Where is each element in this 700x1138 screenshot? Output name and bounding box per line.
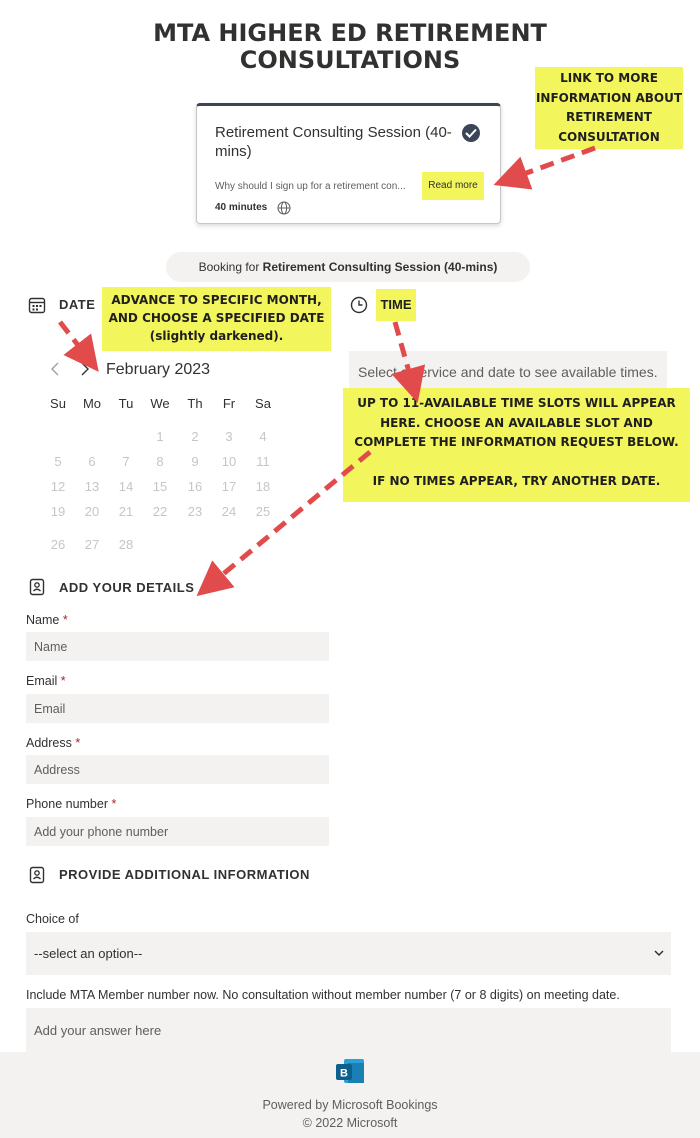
copyright-text: © 2022 Microsoft bbox=[302, 1116, 398, 1130]
calendar-day[interactable]: 26 bbox=[50, 537, 66, 552]
calendar-day[interactable]: 11 bbox=[256, 454, 270, 469]
calendar-day[interactable]: 2 bbox=[191, 429, 199, 444]
date-callout: ADVANCE TO SPECIFIC MONTH, AND CHOOSE A SPECIFIED DATE (slightly darkened). bbox=[102, 287, 331, 351]
address-field[interactable] bbox=[26, 755, 329, 784]
read-more-link[interactable]: Read more bbox=[422, 172, 484, 200]
weekday-label: Th bbox=[187, 396, 203, 411]
calendar-day[interactable]: 7 bbox=[122, 454, 130, 469]
calendar-day[interactable]: 17 bbox=[221, 479, 237, 494]
time-heading: TIME bbox=[376, 289, 416, 321]
calendar-day[interactable]: 13 bbox=[84, 479, 100, 494]
choice-select-value: --select an option-- bbox=[34, 946, 143, 961]
email-label: Email * bbox=[26, 674, 66, 688]
calendar-day[interactable]: 6 bbox=[88, 454, 96, 469]
weekday-label: Fr bbox=[222, 396, 236, 411]
additional-info-heading: PROVIDE ADDITIONAL INFORMATION bbox=[59, 867, 310, 882]
calendar-day[interactable]: 10 bbox=[221, 454, 237, 469]
footer bbox=[0, 1052, 700, 1138]
page-title-line-2: CONSULTATIONS bbox=[239, 46, 461, 74]
calendar-day[interactable]: 24 bbox=[221, 504, 237, 519]
chevron-down-icon bbox=[653, 932, 665, 975]
calendar-day[interactable]: 9 bbox=[191, 454, 199, 469]
name-field[interactable] bbox=[26, 632, 329, 661]
weekday-label: Sa bbox=[255, 396, 271, 411]
email-field[interactable] bbox=[26, 694, 329, 723]
microsoft-bookings-logo bbox=[334, 1057, 366, 1087]
calendar-day[interactable]: 25 bbox=[255, 504, 271, 519]
weekday-label: We bbox=[150, 396, 170, 411]
calendar-day[interactable]: 14 bbox=[118, 479, 134, 494]
calendar-day[interactable]: 19 bbox=[50, 504, 66, 519]
page-title bbox=[0, 20, 700, 74]
calendar-day[interactable]: 22 bbox=[152, 504, 168, 519]
contact-card-icon bbox=[28, 578, 46, 596]
calendar-day[interactable]: 15 bbox=[152, 479, 168, 494]
name-label: Name * bbox=[26, 613, 68, 627]
date-heading: DATE bbox=[59, 297, 96, 312]
calendar-day[interactable]: 28 bbox=[118, 537, 134, 552]
calendar-day[interactable]: 1 bbox=[156, 429, 164, 444]
phone-label: Phone number * bbox=[26, 797, 117, 811]
member-number-field[interactable] bbox=[26, 1008, 671, 1052]
service-card[interactable] bbox=[196, 103, 501, 224]
service-name: Retirement Consulting Session (40-mins) bbox=[215, 124, 452, 160]
calendar-day[interactable]: 21 bbox=[118, 504, 134, 519]
booking-for-banner bbox=[166, 252, 530, 282]
choice-select[interactable] bbox=[26, 932, 671, 975]
chevron-left-icon[interactable] bbox=[50, 361, 60, 380]
service-description: Why should I sign up for a retirement con... bbox=[215, 181, 406, 192]
powered-by-text: Powered by Microsoft Bookings bbox=[262, 1098, 438, 1112]
weekday-label: Su bbox=[50, 396, 66, 411]
weekday-label: Mo bbox=[82, 396, 102, 411]
member-number-label: Include MTA Member number now. No consultation without member number (7 or 8 digits) on meeting date. bbox=[26, 988, 620, 1002]
calendar-day[interactable]: 12 bbox=[50, 479, 66, 494]
calendar-day[interactable]: 16 bbox=[187, 479, 203, 494]
weekday-label: Tu bbox=[118, 396, 134, 411]
booking-for-service: Retirement Consulting Session (40-mins) bbox=[262, 260, 498, 274]
checkmark-circle-icon bbox=[462, 124, 480, 142]
phone-field[interactable] bbox=[26, 817, 329, 846]
globe-icon bbox=[277, 201, 291, 215]
month-label: February 2023 bbox=[106, 361, 211, 378]
chevron-right-icon[interactable] bbox=[80, 361, 90, 380]
svg-text:B: B bbox=[340, 1067, 348, 1080]
contact-card-icon bbox=[28, 866, 46, 884]
page-title-line-1: MTA HIGHER ED RETIREMENT bbox=[153, 19, 547, 47]
choice-label: Choice of bbox=[26, 912, 79, 926]
time-callout: UP TO 11-AVAILABLE TIME SLOTS WILL APPEAR HERE. CHOOSE AN AVAILABLE SLOT AND COMPLETE THE INFORMATION REQUEST BELOW. IF NO TIMES APPEAR, TRY ANOTHER DATE. bbox=[343, 388, 690, 502]
calendar-day[interactable]: 18 bbox=[255, 479, 271, 494]
clock-icon bbox=[350, 296, 368, 314]
time-slots-placeholder: Select a service and date to see available times. bbox=[349, 351, 667, 394]
calendar-day[interactable]: 5 bbox=[54, 454, 62, 469]
calendar-icon bbox=[28, 296, 46, 314]
calendar-day[interactable]: 8 bbox=[156, 454, 164, 469]
read-more-callout: LINK TO MORE INFORMATION ABOUT RETIREMENT CONSULTATION bbox=[535, 67, 683, 149]
calendar-day[interactable]: 3 bbox=[225, 429, 233, 444]
calendar-day[interactable]: 4 bbox=[259, 429, 267, 444]
details-heading: ADD YOUR DETAILS bbox=[59, 580, 195, 595]
calendar-day[interactable]: 23 bbox=[187, 504, 203, 519]
calendar-day[interactable]: 27 bbox=[84, 537, 100, 552]
booking-for-prefix: Booking for bbox=[198, 260, 260, 274]
calendar-day[interactable]: 20 bbox=[84, 504, 100, 519]
address-label: Address * bbox=[26, 736, 81, 750]
service-duration: 40 minutes bbox=[215, 202, 268, 213]
